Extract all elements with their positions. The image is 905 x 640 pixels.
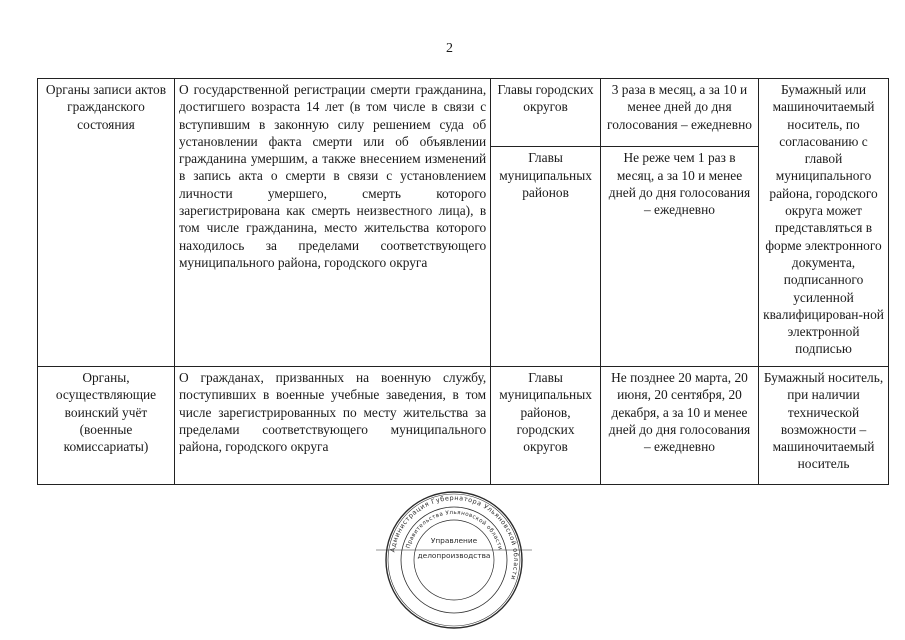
media-cell: Бумажный или машиночитаемый носитель, по согласованию с главой муниципального района, городского округа может представляться в форме электронного документа, подписанного усиленной квалифицирован-ной электронной подписью (759, 79, 889, 367)
page-number: 2 (446, 41, 453, 56)
heads-cell: Главы муниципальных районов (491, 147, 601, 367)
stamp-center-line-2: делопроизводства (417, 551, 491, 560)
period-cell: Не позднее 20 марта, 20 июня, 20 сентября, 20 декабря, а за 10 и менее дней до дня голосования – ежедневно (600, 367, 758, 485)
stamp-inner-text: Правительства Ульяновской области (405, 509, 503, 551)
stamp-center-line-1: Управление (430, 536, 478, 545)
stamp-outer-text: Администрация Губернатора Ульяновской области (388, 493, 521, 582)
document-table (37, 78, 889, 485)
media-cell: Бумажный носитель, при наличии технической возможности – машиночитаемый носитель (759, 367, 889, 485)
description-cell: О государственной регистрации смерти гражданина, достигшего возраста 14 лет (в том числе в связи с вступившим в законную силу решением суда об установлении факта смерти или об объявлении гражданина умершим, а также внесением изменений в запись акта о смерти в связи с установлением личности умершего, смерть которого зарегистрирована как смерть неизвестного лица), в том числе гражданина, место жительства которого находилось за пределами соответствующего муниципального района, городского округа (174, 79, 490, 367)
description-cell: О гражданах, призванных на военную службу, поступивших в военные учебные заведения, в том числе зарегистрированных по месту жительства за пределами соответствующего муниципального района, городского округа (174, 367, 490, 485)
official-stamp (374, 488, 534, 632)
heads-cell: Главы муниципальных районов, городских округов (491, 367, 601, 485)
organ-cell: Органы записи актов гражданского состояния (38, 79, 175, 367)
organ-cell: Органы, осуществляющие воинский учёт (военные комиссариаты) (38, 367, 175, 485)
table-row (38, 79, 889, 147)
heads-cell: Главы городских округов (491, 79, 601, 147)
period-cell: Не реже чем 1 раз в месяц, а за 10 и менее дней до дня голосования – ежедневно (600, 147, 758, 367)
period-cell: 3 раза в месяц, а за 10 и менее дней до дня голосования – ежедневно (600, 79, 758, 147)
table-row (38, 367, 889, 485)
